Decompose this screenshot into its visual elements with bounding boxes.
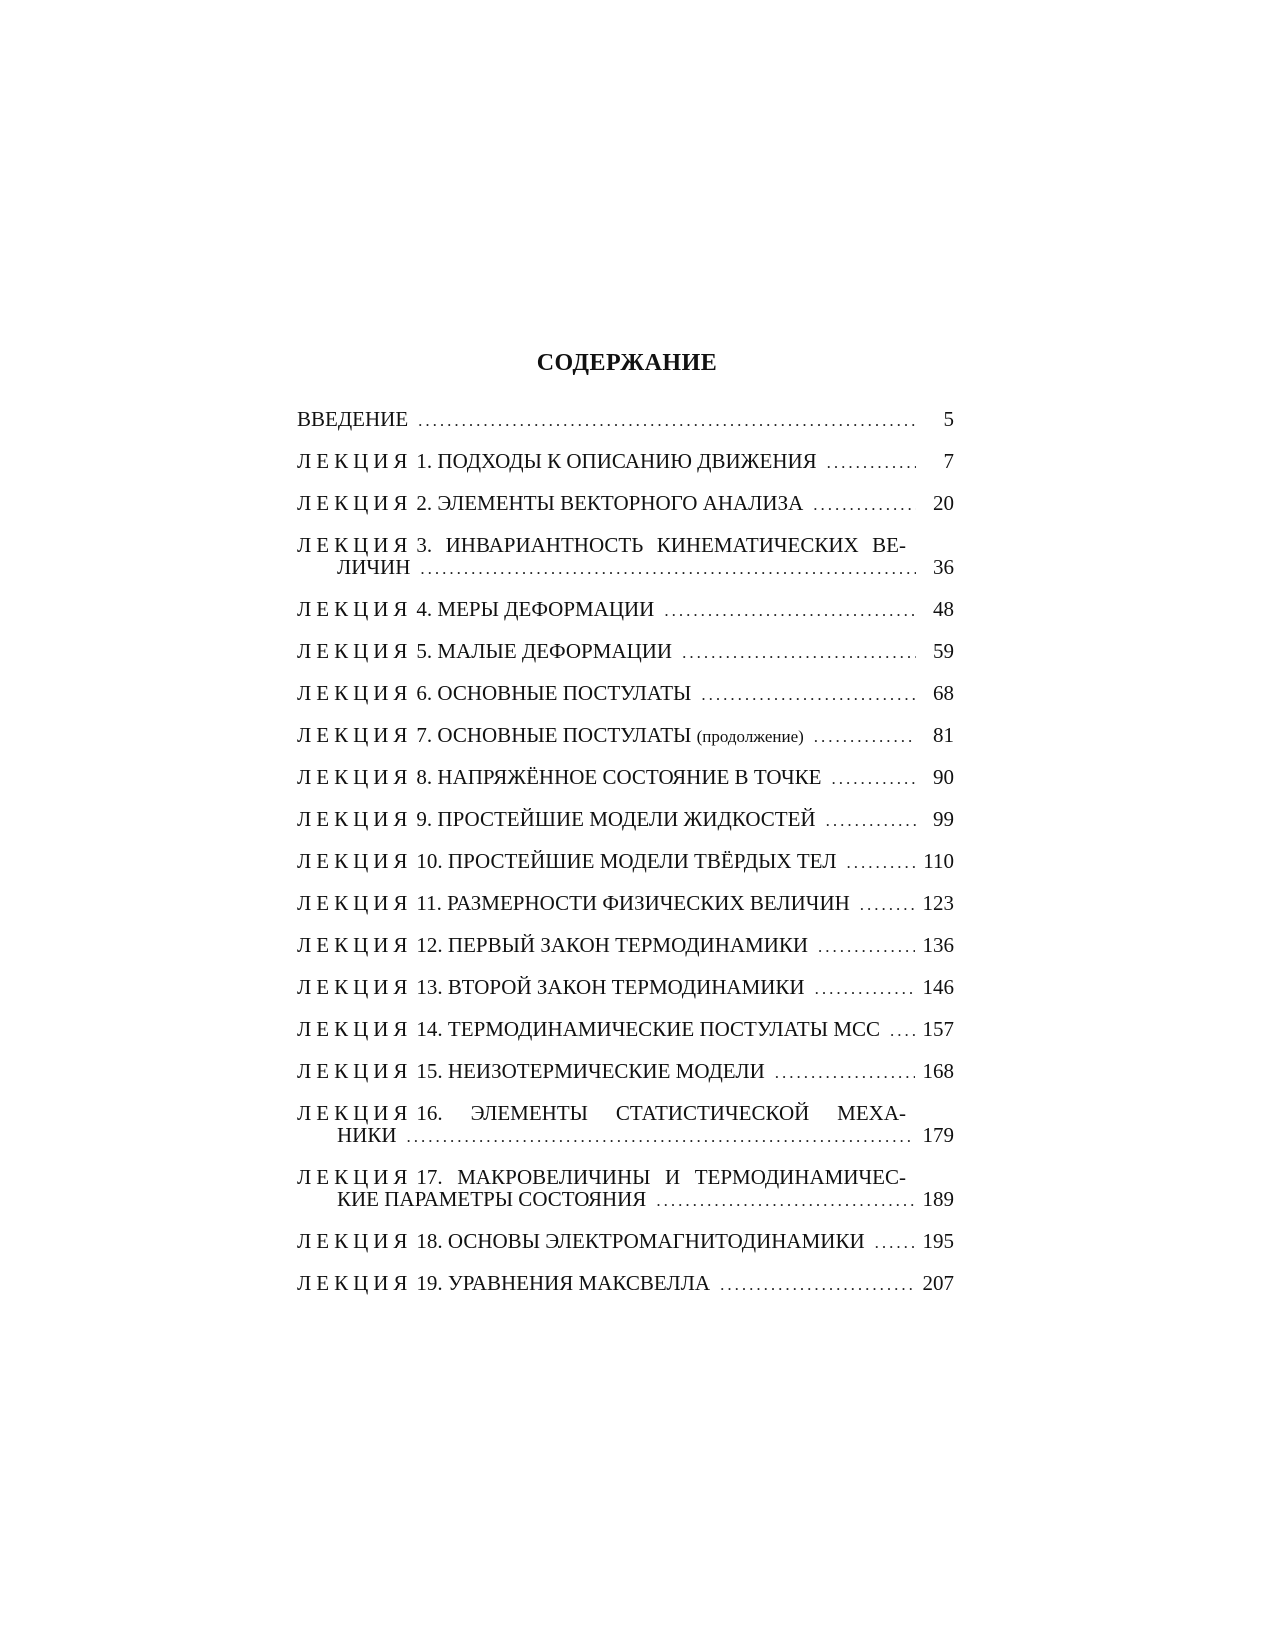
dot-leader — [826, 810, 916, 832]
toc-entry-number: 1. — [416, 449, 433, 473]
toc-entry-lecture-4[interactable] — [297, 598, 954, 622]
toc-page-number: 90 — [933, 765, 954, 789]
toc-entry-label: РАЗМЕРНОСТИ ФИЗИЧЕСКИХ ВЕЛИЧИН — [447, 891, 850, 915]
toc-entry-word: МЕХА- — [837, 1101, 906, 1125]
toc-entry-subtitle: (продолжение) — [696, 727, 804, 746]
toc-entry-second-line — [297, 1188, 954, 1212]
dot-leader — [818, 936, 914, 958]
toc-entry-lecture-18[interactable] — [297, 1230, 954, 1254]
toc-entry-lecture-16[interactable] — [297, 1102, 954, 1148]
toc-entry-label: ВВЕДЕНИЕ — [297, 407, 409, 431]
toc-entry-lecture-12[interactable] — [297, 934, 954, 958]
dot-leader — [664, 600, 916, 622]
lecture-word: ЛЕКЦИЯ — [297, 1017, 413, 1041]
toc-page-number: 48 — [933, 597, 954, 621]
lecture-word: ЛЕКЦИЯ — [297, 1229, 413, 1253]
toc-entry-lecture-7[interactable] — [297, 724, 954, 748]
toc-page-number: 81 — [933, 723, 954, 747]
toc-page-number: 157 — [922, 1017, 954, 1041]
lecture-word: ЛЕКЦИЯ — [297, 765, 413, 789]
dot-leader — [814, 726, 916, 748]
toc-page-number: 195 — [922, 1229, 954, 1253]
toc-entry-label-continued: КИЕ ПАРАМЕТРЫ СОСТОЯНИЯ — [337, 1187, 647, 1211]
toc-entry-first-line — [297, 1102, 954, 1124]
dot-leader — [827, 452, 916, 474]
lecture-word: ЛЕКЦИЯ — [297, 975, 413, 999]
toc-page-number: 189 — [922, 1187, 954, 1211]
toc-entry-label: ОСНОВНЫЕ ПОСТУЛАТЫ — [437, 723, 692, 747]
table-of-contents — [297, 408, 954, 1314]
toc-entry-label: НЕИЗОТЕРМИЧЕСКИЕ МОДЕЛИ — [447, 1059, 765, 1083]
toc-entry-label: ОСНОВЫ ЭЛЕКТРОМАГНИТОДИНАМИКИ — [447, 1229, 865, 1253]
toc-entry-second-line — [297, 556, 954, 580]
toc-page-number: 20 — [933, 491, 954, 515]
page-title: СОДЕРЖАНИЕ — [536, 350, 718, 376]
toc-entry-label-continued: ЛИЧИН — [337, 555, 411, 579]
toc-entry-label: МЕРЫ ДЕФОРМАЦИИ — [437, 597, 655, 621]
toc-entry-lecture-11[interactable] — [297, 892, 954, 916]
dot-leader — [846, 852, 915, 874]
lecture-word: ЛЕКЦИЯ — [297, 807, 413, 831]
toc-entry-word: И — [664, 1165, 681, 1189]
dot-leader — [701, 684, 916, 706]
toc-entry-number: 17. — [416, 1165, 443, 1189]
toc-page-number: 207 — [922, 1271, 954, 1295]
toc-entry-label: ПРОСТЕЙШИЕ МОДЕЛИ ТВЁРДЫХ ТЕЛ — [447, 849, 837, 873]
lecture-word: ЛЕКЦИЯ — [297, 723, 413, 747]
toc-page-number: 123 — [922, 891, 954, 915]
toc-entry-number: 14. — [416, 1017, 443, 1041]
toc-page-number: 136 — [922, 933, 954, 957]
toc-entry-lecture-14[interactable] — [297, 1018, 954, 1042]
toc-entry-label: ВТОРОЙ ЗАКОН ТЕРМОДИНАМИКИ — [447, 975, 805, 999]
toc-entry-lecture-1[interactable] — [297, 450, 954, 474]
toc-entry-number: 10. — [416, 849, 443, 873]
toc-entry-label: УРАВНЕНИЯ МАКСВЕЛЛА — [447, 1271, 711, 1295]
toc-entry-number: 8. — [416, 765, 433, 789]
toc-entry-number: 5. — [416, 639, 433, 663]
toc-entry-label-continued: НИКИ — [337, 1123, 397, 1147]
toc-entry-number: 9. — [416, 807, 433, 831]
toc-entry-number: 3. — [416, 533, 433, 557]
dot-leader — [418, 410, 916, 432]
dot-leader — [890, 1020, 914, 1042]
toc-page-number: 99 — [933, 807, 954, 831]
toc-page-number: 7 — [943, 449, 954, 473]
toc-entry-number: 2. — [416, 491, 433, 515]
toc-entry-word: КИНЕМАТИЧЕСКИХ — [656, 533, 859, 557]
toc-entry-word: ИНВАРИАНТНОСТЬ — [445, 533, 644, 557]
toc-entry-second-line — [297, 1124, 954, 1148]
toc-page-number: 68 — [933, 681, 954, 705]
toc-entry-number: 13. — [416, 975, 443, 999]
dot-leader — [813, 494, 916, 516]
dot-leader — [720, 1274, 914, 1296]
toc-entry-word: ТЕРМОДИНАМИЧЕС- — [694, 1165, 906, 1189]
toc-entry-label: НАПРЯЖЁННОЕ СОСТОЯНИЕ В ТОЧКЕ — [437, 765, 822, 789]
toc-entry-word: ЭЛЕМЕНТЫ — [470, 1101, 588, 1125]
toc-entry-lecture-5[interactable] — [297, 640, 954, 664]
toc-entry-number: 16. — [416, 1101, 443, 1125]
toc-entry-number: 15. — [416, 1059, 443, 1083]
lecture-word: ЛЕКЦИЯ — [297, 533, 413, 557]
lecture-word: ЛЕКЦИЯ — [297, 849, 413, 873]
toc-entry-number: 11. — [416, 891, 442, 915]
toc-page-number: 168 — [922, 1059, 954, 1083]
toc-entry-number: 18. — [416, 1229, 443, 1253]
dot-leader — [420, 558, 916, 580]
toc-page-number: 179 — [922, 1123, 954, 1147]
dot-leader — [832, 768, 917, 790]
dot-leader — [875, 1232, 915, 1254]
lecture-word: ЛЕКЦИЯ — [297, 891, 413, 915]
lecture-word: ЛЕКЦИЯ — [297, 681, 413, 705]
toc-entry-label: ПОДХОДЫ К ОПИСАНИЮ ДВИЖЕНИЯ — [437, 449, 817, 473]
toc-entry-lecture-3[interactable] — [297, 534, 954, 580]
lecture-word: ЛЕКЦИЯ — [297, 639, 413, 663]
toc-page-number: 59 — [933, 639, 954, 663]
toc-entry-lecture-10[interactable] — [297, 850, 954, 874]
toc-entry-first-line — [297, 534, 954, 556]
lecture-word: ЛЕКЦИЯ — [297, 449, 413, 473]
toc-entry-lecture-6[interactable] — [297, 682, 954, 706]
dot-leader — [656, 1190, 914, 1212]
toc-entry-introduction[interactable] — [297, 408, 954, 432]
toc-entry-number: 12. — [416, 933, 443, 957]
lecture-word: ЛЕКЦИЯ — [297, 1059, 413, 1083]
toc-entry-label: ТЕРМОДИНАМИЧЕСКИЕ ПОСТУЛАТЫ МСС — [447, 1017, 881, 1041]
toc-entry-lecture-8[interactable] — [297, 766, 954, 790]
lecture-word: ЛЕКЦИЯ — [297, 1101, 413, 1125]
toc-entry-word: ВЕ- — [872, 533, 906, 557]
dot-leader — [775, 1062, 915, 1084]
toc-entry-number: 6. — [416, 681, 433, 705]
lecture-word: ЛЕКЦИЯ — [297, 491, 413, 515]
lecture-word: ЛЕКЦИЯ — [297, 1165, 413, 1189]
toc-page-number: 146 — [922, 975, 954, 999]
dot-leader — [860, 894, 915, 916]
toc-entry-first-line — [297, 1166, 954, 1188]
toc-page-number: 36 — [933, 555, 954, 579]
toc-entry-label: ПРОСТЕЙШИЕ МОДЕЛИ ЖИДКОСТЕЙ — [437, 807, 816, 831]
toc-entry-lecture-13[interactable] — [297, 976, 954, 1000]
toc-page-number: 110 — [923, 849, 954, 873]
toc-entry-label: ОСНОВНЫЕ ПОСТУЛАТЫ — [437, 681, 692, 705]
toc-entry-lecture-9[interactable] — [297, 808, 954, 832]
toc-entry-number: 7. — [416, 723, 433, 747]
toc-entry-word: МАКРОВЕЛИЧИНЫ — [457, 1165, 651, 1189]
toc-entry-label: ЭЛЕМЕНТЫ ВЕКТОРНОГО АНАЛИЗА — [437, 491, 804, 515]
toc-entry-lecture-17[interactable] — [297, 1166, 954, 1212]
lecture-word: ЛЕКЦИЯ — [297, 1271, 413, 1295]
toc-entry-lecture-2[interactable] — [297, 492, 954, 516]
toc-entry-label: ПЕРВЫЙ ЗАКОН ТЕРМОДИНАМИКИ — [447, 933, 809, 957]
toc-entry-lecture-19[interactable] — [297, 1272, 954, 1296]
toc-entry-number: 4. — [416, 597, 433, 621]
lecture-word: ЛЕКЦИЯ — [297, 933, 413, 957]
dot-leader — [815, 978, 915, 1000]
lecture-word: ЛЕКЦИЯ — [297, 597, 413, 621]
dot-leader — [682, 642, 916, 664]
toc-page-number: 5 — [943, 407, 954, 431]
toc-entry-label: МАЛЫЕ ДЕФОРМАЦИИ — [437, 639, 673, 663]
dot-leader — [407, 1126, 915, 1148]
toc-entry-lecture-15[interactable] — [297, 1060, 954, 1084]
toc-entry-number: 19. — [416, 1271, 443, 1295]
toc-entry-word: СТАТИСТИЧЕСКОЙ — [615, 1101, 810, 1125]
